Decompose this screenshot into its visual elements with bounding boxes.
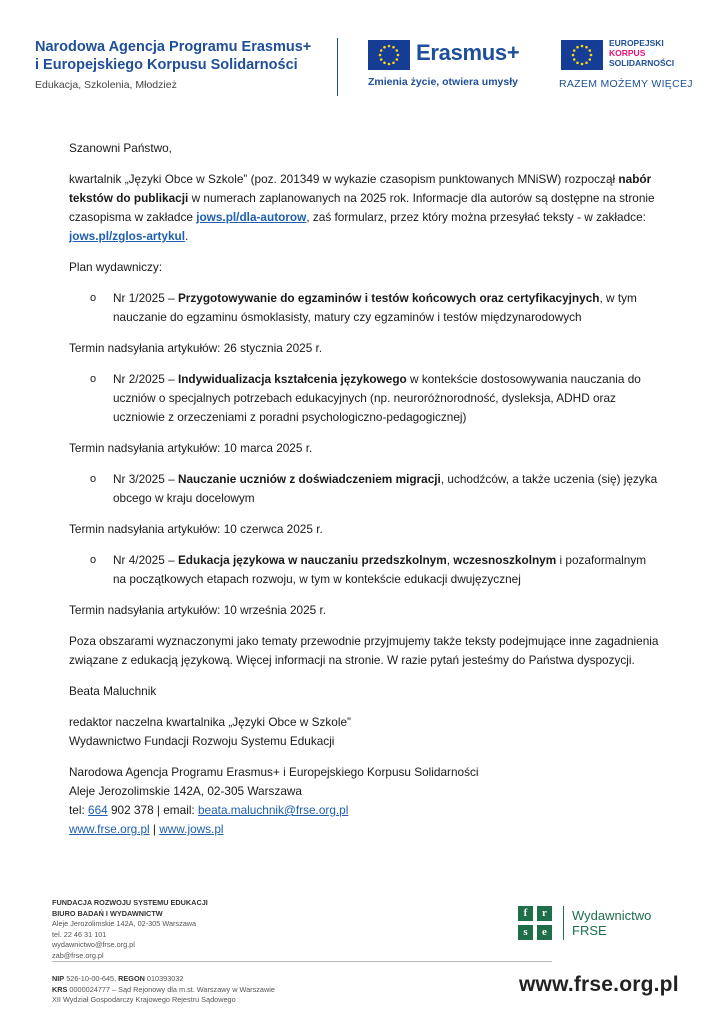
issue-deadline: Termin nadsyłania artykułów: 26 stycznia 2025 r. bbox=[69, 341, 323, 355]
issue-description: , uchodźców, a także uczenia (się) języka obcego w kraju docelowym bbox=[113, 472, 658, 505]
footer-org-name: FUNDACJA ROZWOJU SYSTEMU EDUKACJI bbox=[52, 898, 208, 907]
email-link[interactable]: beata.maluchnik@frse.org.pl bbox=[198, 803, 349, 817]
eu-flag-icon bbox=[561, 40, 603, 70]
footer-divider bbox=[52, 961, 552, 962]
eu-flag-icon bbox=[368, 40, 410, 70]
closing-paragraph: Poza obszarami wyznaczonymi jako tematy przewodnie przyjmujemy także teksty podejmujące inne zagadnienia związane z edukacją językową. Więcej informacji na stronie. W razie pytań jesteśmy do Państwa dyspozycji. bbox=[69, 634, 659, 667]
issue-topic: Przygotowywanie do egzaminów i testów końcowych oraz certyfikacyjnych bbox=[177, 291, 600, 305]
intro-text: . bbox=[185, 229, 189, 243]
address-line: Aleje Jerozolimskie 142A, 02-305 Warszawa bbox=[69, 784, 302, 798]
frse-website-link[interactable]: www.frse.org.pl bbox=[69, 822, 150, 836]
krs-label: KRS bbox=[52, 984, 68, 994]
bullet-circle-icon: o bbox=[90, 292, 97, 304]
tel-rest: 902 378 | email: bbox=[107, 803, 198, 817]
issue-topic: Edukacja językowa w nauczaniu przedszkolnym bbox=[177, 553, 447, 567]
publisher-name-line: FRSE bbox=[572, 923, 607, 938]
phone-link[interactable]: 664 bbox=[88, 803, 108, 817]
intro-emphasis: nabór tekstów do publikacji bbox=[69, 172, 652, 205]
address-line: Narodowa Agencja Programu Erasmus+ i Europejskiego Korpusu Solidarności bbox=[69, 765, 479, 779]
agency-name-line-2: i Europejskiego Korpusu Solidarności bbox=[35, 57, 298, 73]
regon-value: 010393032 bbox=[144, 974, 184, 983]
jows-website-link[interactable]: www.jows.pl bbox=[159, 822, 224, 836]
header-divider bbox=[337, 38, 338, 96]
esc-logo-line: EUROPEJSKI bbox=[609, 38, 664, 48]
krs-value: 0000024777 – Sąd Rejonowy dla m.st. Warszawy w Warszawie bbox=[67, 984, 275, 994]
agency-tagline: Edukacja, Szkolenia, Młodzież bbox=[35, 79, 177, 91]
esc-logo-line: SOLIDARNOŚCI bbox=[609, 58, 675, 68]
issue-item bbox=[69, 289, 659, 327]
footer-legal-block bbox=[52, 974, 275, 1006]
issue-topic: Indywidualizacja kształcenia językowego bbox=[177, 372, 407, 386]
tel-label: tel: bbox=[69, 803, 89, 817]
issue-deadline: Termin nadsyłania artykułów: 10 marca 2025 r. bbox=[69, 441, 313, 455]
nip-value: 526-10-00-645, bbox=[64, 974, 119, 983]
erasmus-logo-text: Erasmus+ bbox=[416, 40, 520, 65]
plan-label: Plan wydawniczy: bbox=[69, 260, 163, 274]
footer-address: Aleje Jerozolimskie 142A, 02-305 Warszawa bbox=[52, 919, 197, 928]
signature-role: redaktor naczelna kwartalnika „Języki Obce w Szkole” bbox=[69, 715, 351, 729]
publisher-name bbox=[572, 908, 651, 938]
intro-paragraph bbox=[69, 170, 659, 246]
issue-item bbox=[69, 370, 659, 427]
authors-info-link[interactable]: jows.pl/dla-autorow bbox=[196, 210, 307, 224]
issue-number: Nr 4/2025 – bbox=[113, 553, 178, 567]
footer-org-dept: BIURO BADAŃ I WYDAWNICTW bbox=[52, 908, 163, 918]
web-separator: | bbox=[149, 822, 160, 836]
logo-letter: s bbox=[518, 925, 533, 940]
issue-item bbox=[69, 470, 659, 508]
logo-letter: e bbox=[537, 925, 552, 940]
issue-deadline: Termin nadsyłania artykułów: 10 czerwca 2025 r. bbox=[69, 522, 323, 536]
footer-email: zab@frse.org.pl bbox=[52, 950, 104, 960]
issue-description: i pozaformalnym na początkowych etapach rozwoju, w tym w kontekście edukacji dwujęzycznej bbox=[113, 553, 647, 586]
esc-slogan: RAZEM MOŻEMY WIĘCEJ bbox=[559, 78, 693, 90]
esc-logo-text bbox=[609, 38, 674, 68]
signature-name: Beata Maluchnik bbox=[69, 684, 157, 698]
issue-topic: wczesnoszkolnym bbox=[453, 553, 557, 567]
logo-letter: f bbox=[518, 906, 533, 921]
footer-krs bbox=[52, 985, 275, 996]
agency-name-line-1: Narodowa Agencja Programu Erasmus+ bbox=[35, 39, 312, 55]
logo-letter: r bbox=[537, 906, 552, 921]
issue-number: Nr 3/2025 – bbox=[113, 472, 178, 486]
erasmus-slogan: Zmienia życie, otwiera umysły bbox=[368, 76, 518, 88]
bullet-circle-icon: o bbox=[90, 373, 97, 385]
agency-header bbox=[35, 38, 311, 91]
web-links bbox=[69, 820, 659, 839]
issue-item bbox=[69, 551, 659, 589]
footer-phone: tel. 22 46 31 101 bbox=[52, 929, 107, 939]
frse-logo-divider bbox=[563, 906, 564, 940]
submit-article-link[interactable]: jows.pl/zglos-artykul bbox=[69, 229, 186, 243]
intro-text: , zaś formularz, przez który można przesyłać teksty - w zakładce: bbox=[306, 210, 646, 224]
footer-url[interactable]: www.frse.org.pl bbox=[519, 973, 679, 996]
footer-email: wydawnictwo@frse.org.pl bbox=[52, 940, 135, 949]
greeting: Szanowni Państwo, bbox=[69, 141, 172, 155]
footer-nip-regon bbox=[52, 974, 275, 985]
publisher-name-line: Wydawnictwo bbox=[572, 908, 652, 923]
issue-description: , w tym nauczanie do egzaminu ósmoklasisty, matury czy egzaminów i testów międzynarodowych bbox=[113, 291, 637, 324]
issue-deadline: Termin nadsyłania artykułów: 10 września 2025 r. bbox=[69, 603, 327, 617]
letter-body bbox=[69, 139, 659, 839]
contact-line bbox=[69, 801, 659, 820]
issue-number: Nr 2/2025 – bbox=[113, 372, 178, 386]
bullet-circle-icon: o bbox=[90, 473, 97, 485]
issue-topic: Nauczanie uczniów z doświadczeniem migracji bbox=[177, 472, 441, 486]
issue-description: , bbox=[446, 553, 454, 567]
nip-label: NIP bbox=[52, 974, 65, 983]
regon-label: REGON bbox=[118, 974, 145, 983]
issue-number: Nr 1/2025 – bbox=[113, 291, 178, 305]
signature-publisher: Wydawnictwo Fundacji Rozwoju Systemu Edukacji bbox=[69, 734, 335, 748]
esc-logo-line: KORPUS bbox=[609, 48, 646, 58]
bullet-circle-icon: o bbox=[90, 554, 97, 566]
intro-text: kwartalnik „Języki Obce w Szkole” (poz. 201349 w wykazie czasopism punktowanych MNiSW) rozpoczął bbox=[69, 172, 619, 186]
footer-court: XII Wydział Gospodarczy Krajowego Rejestru Sądowego bbox=[52, 995, 236, 1004]
issue-description: w kontekście dostosowywania nauczania do uczniów o specjalnych potrzebach edukacyjnych (np. neuroróżnorodność, dysleksja, ADHD oraz uczniowie z orzeczeniami z poradni psychologiczno-pedagogicznej) bbox=[113, 372, 641, 424]
frse-logo-icon bbox=[518, 906, 552, 940]
intro-text: w numerach zaplanowanych na 2025 rok. Informacje dla autorów są dostępne na stronie czasopisma w zakładce bbox=[69, 191, 655, 224]
footer-org-block bbox=[52, 898, 208, 961]
